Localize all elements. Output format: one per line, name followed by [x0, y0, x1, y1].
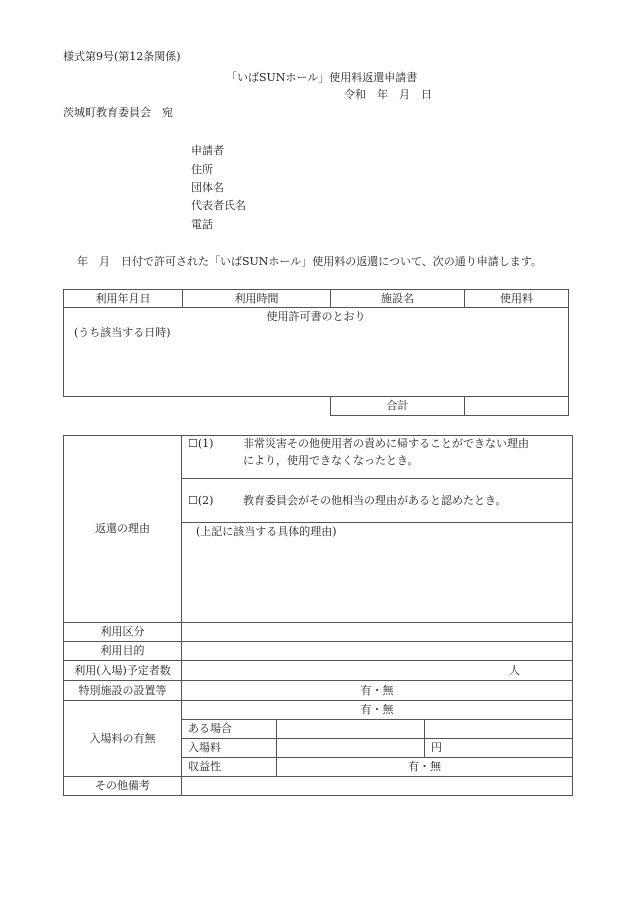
form-number: 様式第9号(第12条関係) — [63, 50, 181, 63]
applicant-label: 申請者 — [191, 144, 224, 157]
admission-yesno[interactable]: 有・無 — [182, 701, 573, 720]
purpose-value[interactable] — [182, 642, 573, 661]
option1-line1: 非常災害その他使用者の責めに帰することができない理由 — [243, 437, 529, 450]
admission-label: 入場料の有無 — [64, 701, 182, 777]
reason-detail[interactable] — [182, 523, 573, 623]
other-notes-value[interactable] — [182, 777, 573, 796]
special-facility-label: 特別施設の設置等 — [64, 681, 182, 701]
option2-text: 教育委員会がその他相当の理由があると認めたとき。 — [243, 493, 507, 507]
if-any-label: ある場合 — [182, 720, 277, 739]
yen-unit: 円 — [425, 739, 573, 758]
if-any-value-1[interactable] — [277, 720, 425, 739]
purpose-label: 利用目的 — [64, 642, 182, 661]
applicant-org-label: 団体名 — [191, 181, 224, 194]
form-title: 「いばSUNホール」使用料返還申請書 — [226, 71, 418, 84]
other-notes-label: その他備考 — [64, 777, 182, 796]
applicant-rep-label: 代表者氏名 — [191, 199, 246, 212]
usage-body-left: (うち該当する日時) — [74, 326, 171, 339]
total-value — [465, 397, 569, 416]
reason-label: 返還の理由 — [64, 436, 182, 623]
usage-table — [63, 289, 569, 416]
header-usage-date: 利用年月日 — [64, 290, 183, 308]
intro-text: 年 月 日付で許可された「いばSUNホール」使用料の返還について、次の通り申請します。 — [77, 255, 542, 268]
option1-line2: により，使用できなくなったとき。 — [243, 454, 419, 467]
applicant-phone-label: 電話 — [191, 218, 213, 231]
usage-category-value[interactable] — [182, 623, 573, 642]
admission-fee-value[interactable] — [277, 739, 425, 758]
special-facility-yesno[interactable]: 有・無 — [182, 681, 573, 701]
total-label: 合計 — [331, 397, 465, 416]
header-facility: 施設名 — [331, 290, 465, 308]
usage-body-center: 使用許可書のとおり — [266, 310, 366, 323]
reason-option-1 — [182, 436, 573, 479]
expected-count-label: 利用(入場)予定者数 — [64, 661, 182, 681]
reason-detail-label: (上記に該当する具体的理由) — [196, 525, 337, 538]
applicant-address-label: 住所 — [191, 163, 213, 176]
profit-yesno[interactable]: 有・無 — [277, 758, 573, 777]
option1-checkbox[interactable]: ☐(1) — [188, 437, 214, 450]
usage-body — [64, 308, 569, 397]
addressee: 茨城町教育委員会 宛 — [63, 106, 173, 119]
usage-category-label: 利用区分 — [64, 623, 182, 642]
header-fee: 使用料 — [465, 290, 569, 308]
if-any-value-2[interactable] — [425, 720, 573, 739]
total-blank — [64, 397, 331, 416]
expected-count-value[interactable] — [182, 661, 573, 681]
form-date: 令和 年 月 日 — [344, 88, 432, 101]
admission-fee-label: 入場料 — [182, 739, 277, 758]
profit-label: 収益性 — [182, 758, 277, 777]
person-unit: 人 — [509, 663, 520, 677]
header-usage-time: 利用時間 — [183, 290, 331, 308]
option2-checkbox[interactable]: ☐(2) — [188, 493, 214, 507]
reason-option-2 — [182, 479, 573, 523]
refund-table — [63, 435, 573, 796]
